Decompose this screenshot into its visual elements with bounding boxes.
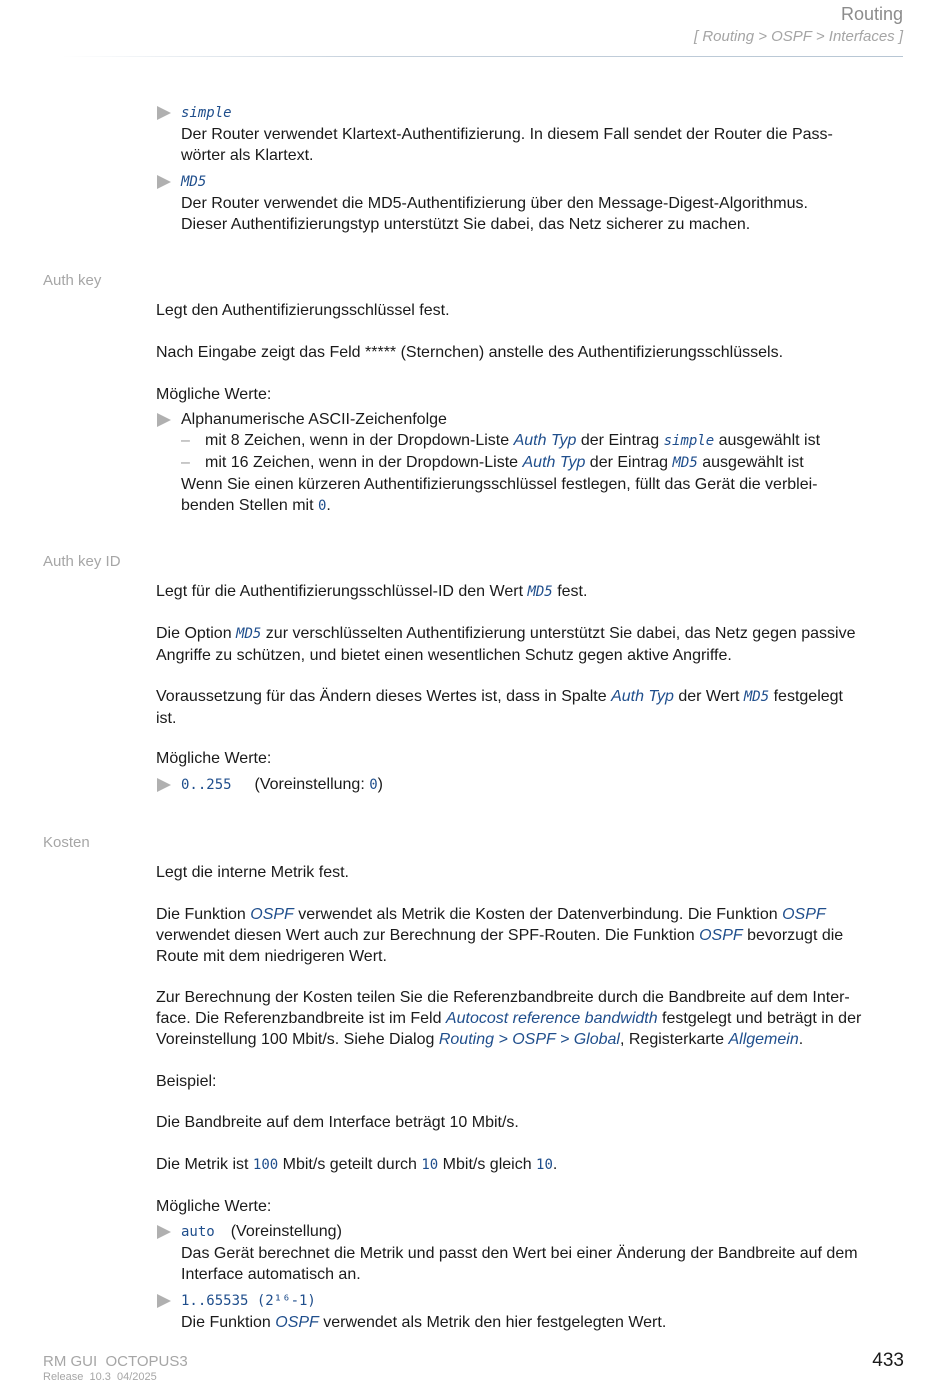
ui-reference: Autocost reference bandwidth xyxy=(445,1010,658,1027)
text: Die Funktion xyxy=(181,1314,276,1331)
text: (Voreinstellung: xyxy=(254,776,370,793)
code-value: MD5 xyxy=(527,584,553,600)
text: der Eintrag xyxy=(585,454,673,471)
possible-values-heading: Mögliche Werte: xyxy=(156,750,272,767)
code-value: MD5 xyxy=(236,626,262,642)
text: (Voreinstellung) xyxy=(230,1223,342,1240)
example-heading: Beispiel: xyxy=(156,1073,217,1090)
section-label-auth-key-id: Auth key ID xyxy=(43,553,121,570)
text: Legt für die Authentifizierungsschlüssel-ID den Wert xyxy=(156,583,528,600)
option-description: Interface automatisch an. xyxy=(181,1266,361,1283)
header-divider xyxy=(62,56,903,57)
range-value: 1..65535 (2¹⁶-1) xyxy=(181,1293,316,1309)
text: fest. xyxy=(552,583,588,600)
page-header-title: Routing xyxy=(840,4,903,24)
option-description: Der Router verwendet die MD5-Authentifizierung über den Message-Digest-Algorithmus. xyxy=(181,195,808,212)
list-item xyxy=(157,171,887,235)
code-value: 100 xyxy=(252,1157,279,1173)
text: . xyxy=(552,1156,558,1173)
text: Die Metrik ist xyxy=(156,1156,253,1173)
text: mit 16 Zeichen, wenn in der Dropdown-Liste xyxy=(205,454,523,471)
paragraph: Legt die interne Metrik fest. xyxy=(156,864,349,881)
text: Mbit/s gleich xyxy=(438,1156,537,1173)
text: der Eintrag xyxy=(576,432,664,449)
option-value: simple xyxy=(181,105,232,121)
range-value: 0..255 xyxy=(181,777,232,793)
ui-reference: Auth Typ xyxy=(513,432,577,449)
text: festgelegt xyxy=(769,688,843,705)
list-item xyxy=(157,409,887,517)
text: bevorzugt die xyxy=(742,927,844,944)
text: verwendet diesen Wert auch zur Berechnung der SPF-Routen. Die Funktion xyxy=(156,927,700,944)
auth-key-id-values-list xyxy=(157,774,887,796)
text: mit 8 Zeichen, wenn in der Dropdown-Liste xyxy=(205,432,514,449)
note-text xyxy=(181,495,887,517)
footer-product: RM GUI OCTOPUS3 xyxy=(43,1353,188,1370)
paragraph xyxy=(156,686,908,729)
bullet-triangle-icon xyxy=(157,106,171,120)
text: . xyxy=(326,497,331,514)
code-value: 10 xyxy=(536,1157,553,1173)
possible-values-heading: Mögliche Werte: xyxy=(156,1198,272,1215)
option-value: auto xyxy=(181,1224,215,1240)
breadcrumb: [ Routing > OSPF > Interfaces ] xyxy=(694,28,903,45)
cost-values-list xyxy=(157,1221,897,1333)
paragraph: Nach Eingabe zeigt das Feld ***** (Sternchen) anstelle des Authentifizierungsschlüssels. xyxy=(156,344,784,361)
paragraph xyxy=(156,1154,908,1176)
ui-reference: Auth Typ xyxy=(611,688,674,705)
text: Voraussetzung für das Ändern dieses Wertes ist, dass in Spalte xyxy=(156,688,612,705)
paragraph: Die Bandbreite auf dem Interface beträgt 10 Mbit/s. xyxy=(156,1114,519,1131)
text: ist. xyxy=(156,710,177,727)
option-description: Der Router verwendet Klartext-Authentifizierung. In diesem Fall sendet der Router die Pass- xyxy=(181,126,833,143)
option-description: wörter als Klartext. xyxy=(181,147,314,164)
footer-release: Release 10.3 04/2025 xyxy=(43,1371,157,1383)
text: ausgewählt ist xyxy=(714,432,821,449)
bullet-triangle-icon xyxy=(157,413,171,427)
option-description: Dieser Authentifizierungstyp unterstützt Sie dabei, das Netz sicherer zu machen. xyxy=(181,216,751,233)
note-text: Wenn Sie einen kürzeren Authentifizierungsschlüssel festlegen, füllt das Gerät die verblei- xyxy=(181,476,818,493)
text: Die Funktion xyxy=(156,906,251,923)
code-value: 10 xyxy=(421,1157,439,1173)
code-value: MD5 xyxy=(672,455,698,471)
bullet-triangle-icon xyxy=(157,175,171,189)
text: festgelegt und beträgt in der xyxy=(657,1010,862,1027)
text: face. Die Referenzbandbreite ist im Feld xyxy=(156,1010,446,1027)
text: Zur Berechnung der Kosten teilen Sie die Referenzbandbreite durch die Bandbreite auf dem Inter- xyxy=(156,989,850,1006)
bullet-triangle-icon xyxy=(157,1294,171,1308)
text: Route mit dem niedrigeren Wert. xyxy=(156,948,387,965)
text: der Wert xyxy=(673,688,744,705)
auth-key-values-list xyxy=(157,409,887,517)
possible-values-heading: Mögliche Werte: xyxy=(156,386,272,403)
option-value: MD5 xyxy=(181,174,207,190)
text: zur verschlüsselten Authentifizierung unterstützt Sie dabei, das Netz gegen passive xyxy=(261,625,856,642)
ui-reference: OSPF xyxy=(699,927,743,944)
list-item xyxy=(157,102,887,166)
ui-reference: Auth Typ xyxy=(522,454,586,471)
text: verwendet als Metrik den hier festgelegten Wert. xyxy=(318,1314,667,1331)
text: ausgewählt ist xyxy=(697,454,804,471)
bullet-triangle-icon xyxy=(157,1225,171,1239)
section-label-auth-key: Auth key xyxy=(43,272,102,289)
text: ) xyxy=(377,776,383,793)
list-item xyxy=(157,1221,897,1285)
option-description: Das Gerät berechnet die Metrik und passt den Wert bei einer Änderung der Bandbreite auf dem xyxy=(181,1245,858,1262)
text: verwendet als Metrik die Kosten der Datenverbindung. Die Funktion xyxy=(293,906,783,923)
text: , Registerkarte xyxy=(619,1031,729,1048)
dialog-path-reference: Routing > OSPF > Global xyxy=(438,1031,620,1048)
ui-reference: OSPF xyxy=(250,906,294,923)
text: Voreinstellung 100 Mbit/s. Siehe Dialog xyxy=(156,1031,439,1048)
section-label-cost: Kosten xyxy=(43,834,90,851)
auth-type-options-list xyxy=(157,102,887,235)
option-description xyxy=(181,1312,897,1333)
list-item xyxy=(157,1290,897,1333)
dash-bullet: – xyxy=(181,454,190,471)
text: benden Stellen mit xyxy=(181,497,318,514)
code-value: MD5 xyxy=(743,689,770,705)
text: . xyxy=(798,1031,804,1048)
code-value: simple xyxy=(663,433,715,449)
paragraph xyxy=(156,581,908,603)
bullet-triangle-icon xyxy=(157,778,171,792)
text: Die Option xyxy=(156,625,237,642)
paragraph xyxy=(156,904,908,967)
text: Mbit/s geteilt durch xyxy=(278,1156,422,1173)
ui-reference: OSPF xyxy=(782,906,826,923)
dash-bullet: – xyxy=(181,432,190,449)
ui-reference: OSPF xyxy=(275,1314,319,1331)
sub-list-item xyxy=(181,452,887,474)
tab-reference: Allgemein xyxy=(728,1031,799,1048)
sub-list-item xyxy=(181,430,887,452)
text: Angriffe zu schützen, und bietet einen wesentlichen Schutz gegen aktive Angriffe. xyxy=(156,647,732,664)
default-value: 0 xyxy=(369,777,378,793)
list-item xyxy=(157,774,887,796)
paragraph: Legt den Authentifizierungsschlüssel fest. xyxy=(156,302,450,319)
page-number: 433 xyxy=(872,1350,904,1371)
paragraph xyxy=(156,623,908,666)
paragraph xyxy=(156,987,908,1050)
code-value: 0 xyxy=(317,498,327,514)
value-description: Alphanumerische ASCII-Zeichenfolge xyxy=(181,411,447,428)
